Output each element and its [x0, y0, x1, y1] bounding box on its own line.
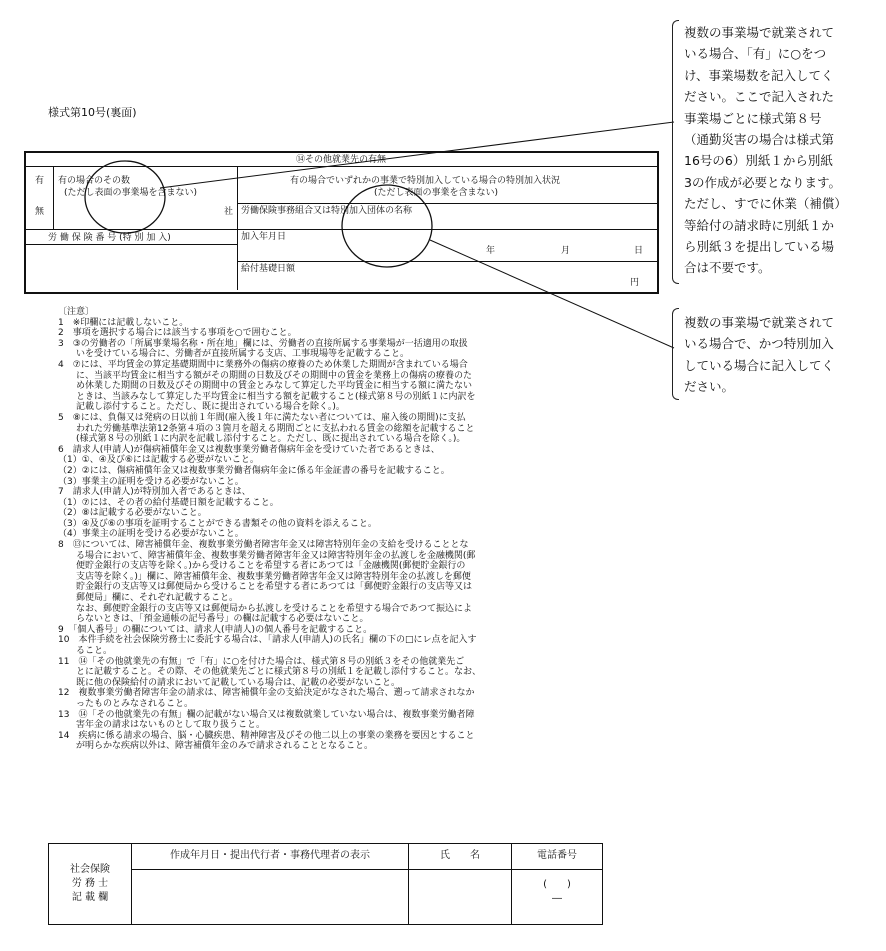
- phone-header: 電話番号: [512, 844, 603, 870]
- note-line: 害年金の請求はないものとして取り扱うこと。: [58, 720, 266, 731]
- form-title: 様式第10号(裏面): [48, 106, 137, 119]
- sr-label-line: 社会保険: [70, 864, 110, 875]
- phone-field[interactable]: [512, 869, 603, 924]
- day-unit: 日: [634, 246, 644, 256]
- callout-bracket-1: [672, 20, 679, 284]
- sr-label-cell: [49, 844, 132, 925]
- note-line: に、当該平均賃金に相当する額がその期間の日数及びその期間中の賃金を業務上の傷病の療養のた: [58, 370, 473, 381]
- callout-1-line: け、事業場数を記入してく: [684, 67, 834, 83]
- year-unit: 年: [486, 246, 496, 256]
- note-line: 貯金銀行の支店等又は郵便局から受けることを希望する者にあつては「郵便貯金銀行の支店等又は: [58, 582, 473, 593]
- callout-1-line: 16号の6）別紙１から別紙: [684, 153, 833, 169]
- note-line: われた労働基準法第12条第４項の３箇月を超える期間ごとに支払われる賃金の総額を記載すること: [58, 423, 475, 434]
- callout-1-line: ら別紙３を提出している場: [684, 239, 835, 255]
- note-line: が明らかな疾病以外は、障害補償年金のみで請求されることとなること。: [58, 741, 374, 752]
- note-line: （3）④及び⑥の事項を証明することができる書類その他の資料を添えること。: [58, 518, 377, 529]
- pointer-line-1: [160, 122, 674, 188]
- sr-label-line: 労 務 士: [71, 878, 109, 889]
- note-line: （2）②には、傷病補償年金又は複数事業労働者傷病年金に係る年金証書の番号を記載すること。: [58, 465, 450, 476]
- count-unit: 社: [224, 207, 234, 217]
- note-line: （4）事業主の証明を受ける必要がないこと。: [58, 529, 244, 540]
- phone-dash: ―: [552, 892, 562, 904]
- callout-1-line: 3の作成が必要となります。: [684, 174, 841, 190]
- note-line: （2）⑧は記載する必要がないこと。: [58, 508, 207, 519]
- note-line: 既に他の保険給付の請求において記載している場合は、記載の必要がないこと。: [58, 677, 401, 688]
- note-line: 7 請求人(申請人)が特別加入者であるときは、: [58, 487, 251, 498]
- note-line: （1）⑦には、その者の給付基礎日額を記載すること。: [58, 497, 279, 508]
- callout-1-line: ださい。ここで記入された: [684, 89, 835, 105]
- callout-2-line: いる場合で、かつ特別加入: [684, 336, 834, 352]
- note-line: いを受けている場合に、労働者が直接所属する支店、工事現場等を記載すること。: [58, 349, 410, 360]
- note-line: ったものとみなされること。: [58, 698, 194, 709]
- note-line: 8 ⑬については、障害補償年金、複数事業労働者障害年金又は障害特別年金の支給を受けることとな: [58, 540, 469, 551]
- callout-1-line: いる場合、「有」に○をつ: [684, 46, 827, 62]
- callout-multiple-workplaces: [684, 22, 847, 279]
- note-line: 記載し添付すること。ただし、既に提出されている場合を除く。)。: [58, 402, 345, 413]
- callout-1-line: （通勤災害の場合は様式第: [684, 132, 835, 148]
- note-line: 13 ⑭「その他就業先の有無」欄の記載がない場合又は複数就業していない場合は、複数事業労働者障: [58, 709, 475, 720]
- callout-2-line: 複数の事業場で就業されて: [684, 315, 835, 330]
- note-line: 4 ⑦には、平均賃金の算定基礎期間中に業務外の傷病の療養のため休業した期間が含まれている場合: [58, 359, 468, 370]
- sr-label-line: 記 載 欄: [71, 892, 109, 903]
- note-line: 14 疾病に係る請求の場合、脳・心臓疾患、精神障害及びその他二以上の事業の業務を要因とすること: [58, 730, 475, 741]
- notes-section: [58, 307, 618, 752]
- callout-1-line: 等給付の請求時に別紙１か: [684, 217, 835, 233]
- note-line: 6 請求人(申請人)が傷病補償年金又は複数事業労働者傷病年金を受けていた者であるときは、: [58, 444, 440, 455]
- count-label-note: (ただし表面の事業場を含まない): [64, 188, 198, 198]
- yen-unit: 円: [630, 278, 640, 288]
- callout-1-line: 複数の事業場で就業されて: [684, 25, 835, 40]
- note-line: とに記載すること。その際、その他就業先ごとに様式第８号の別紙１を記載し添付すること。なお、: [58, 667, 482, 678]
- special-join-note: (ただし表面の事業を含まない): [374, 188, 499, 198]
- note-line: る場合において、障害補償年金、複数事業労働者障害年金又は障害特別年金の払渡しを金融機関(郵: [58, 550, 476, 561]
- month-unit: 月: [561, 246, 571, 256]
- callout-2-line: している場合に記入してく: [684, 357, 835, 373]
- note-line: 〔注意〕: [58, 307, 95, 317]
- agent-display-header: 作成年月日・提出代行者・事務代理者の表示: [132, 844, 409, 870]
- note-line: なお、郵便貯金銀行の支店等又は郵便局から払渡しを受けることを希望する場合であつて振込によ: [58, 603, 473, 614]
- note-line: 1 ※印欄には記載しないこと。: [58, 317, 189, 328]
- note-line: 郵便局」欄に、それぞれ記載すること。: [58, 593, 239, 604]
- note-line: 便貯金銀行の支店等を除く。)から受けることを希望する者にあつては「金融機関(郵便貯金銀行の: [58, 561, 466, 572]
- no-option[interactable]: 無: [35, 207, 45, 217]
- count-label: 有の場合のその数: [58, 176, 131, 186]
- note-line: 9 「個人番号」の欄については、請求人(申請人)の個人番号を記載すること。: [58, 624, 373, 635]
- callout-1-line: 事業場ごとに様式第８号: [684, 110, 822, 126]
- join-date-label: 加入年月日: [241, 232, 287, 242]
- note-line: 12 複数事業労働者障害年金の請求は、障害補償年金の支給決定がなされた場合、遡って請求されなか: [58, 688, 475, 699]
- note-line: ること。: [58, 646, 113, 656]
- count-highlight-circle: [85, 161, 165, 233]
- org-name-label: 労働保険事務組合又は特別加入団体の名称: [241, 206, 413, 216]
- callout-1-line: 合は不要です。: [684, 260, 771, 276]
- note-line: 3 ③の労働者の「所属事業場名称・所在地」欄には、労働者の直接所属する事業場が一括適用の取扱: [58, 338, 468, 349]
- yes-option[interactable]: 有: [35, 176, 45, 186]
- note-line: (様式第８号の別紙１に内訳を記載し添付すること。ただし、既に提出されている場合を除く。)。: [58, 434, 466, 445]
- note-line: 11 ⑭「その他就業先の有無」で「有」に○を付けた場合は、様式第８号の別紙３をその他就業先ご: [58, 656, 465, 667]
- callout-special-join: [684, 312, 834, 398]
- note-line: （1）①、④及び⑥には記載する必要がないこと。: [58, 455, 259, 466]
- special-join-highlight-circle: [342, 185, 432, 267]
- base-wage-label: 給付基礎日額: [241, 264, 296, 274]
- name-field[interactable]: [409, 869, 512, 924]
- note-line: 10 本件手続を社会保険労務士に委託する場合は、「請求人(申請人)の氏名」欄の下の□にレ点を記入す: [58, 635, 477, 646]
- note-line: ときは、当該みなして算定した平均賃金に相当する額を記載すること(様式第８号の別紙１に内訳を: [58, 391, 476, 402]
- phone-area-code: ( ): [543, 878, 571, 890]
- note-line: 支店等を除く。)」欄に、障害補償年金、複数事業労働者障害年金又は障害特別年金の払渡しを郵便: [58, 571, 471, 582]
- section14-header: ⑭その他就業先の有無: [296, 155, 387, 165]
- name-header: 氏 名: [409, 844, 512, 870]
- sr-entry-table: [48, 843, 603, 925]
- agent-display-field[interactable]: [132, 869, 409, 924]
- special-join-title: 有の場合でいずれかの事業で特別加入している場合の特別加入状況: [290, 176, 561, 186]
- callout-2-line: ださい。: [684, 379, 735, 395]
- insurance-number-label: 労 働 保 険 番 号 (特 別 加 入): [48, 233, 171, 243]
- note-line: らないときは、「預金通帳の記号番号」の欄は記載する必要はないこと。: [58, 614, 369, 625]
- note-line: 5 ⑧には、負傷又は発病の日以前１年間(雇入後１年に満たない者については、雇入後の期間)に支払: [58, 412, 466, 423]
- note-line: （3）事業主の証明を受ける必要がないこと。: [58, 476, 244, 487]
- note-line: 2 事項を選択する場合には該当する事項を○で囲むこと。: [58, 328, 297, 339]
- callout-bracket-2: [672, 308, 679, 400]
- callout-1-line: ただし、すでに休業（補償）: [684, 196, 847, 212]
- note-line: め休業した期間の日数及びその期間中の賃金とみなして算定した平均賃金に相当する額に満たない: [58, 381, 473, 392]
